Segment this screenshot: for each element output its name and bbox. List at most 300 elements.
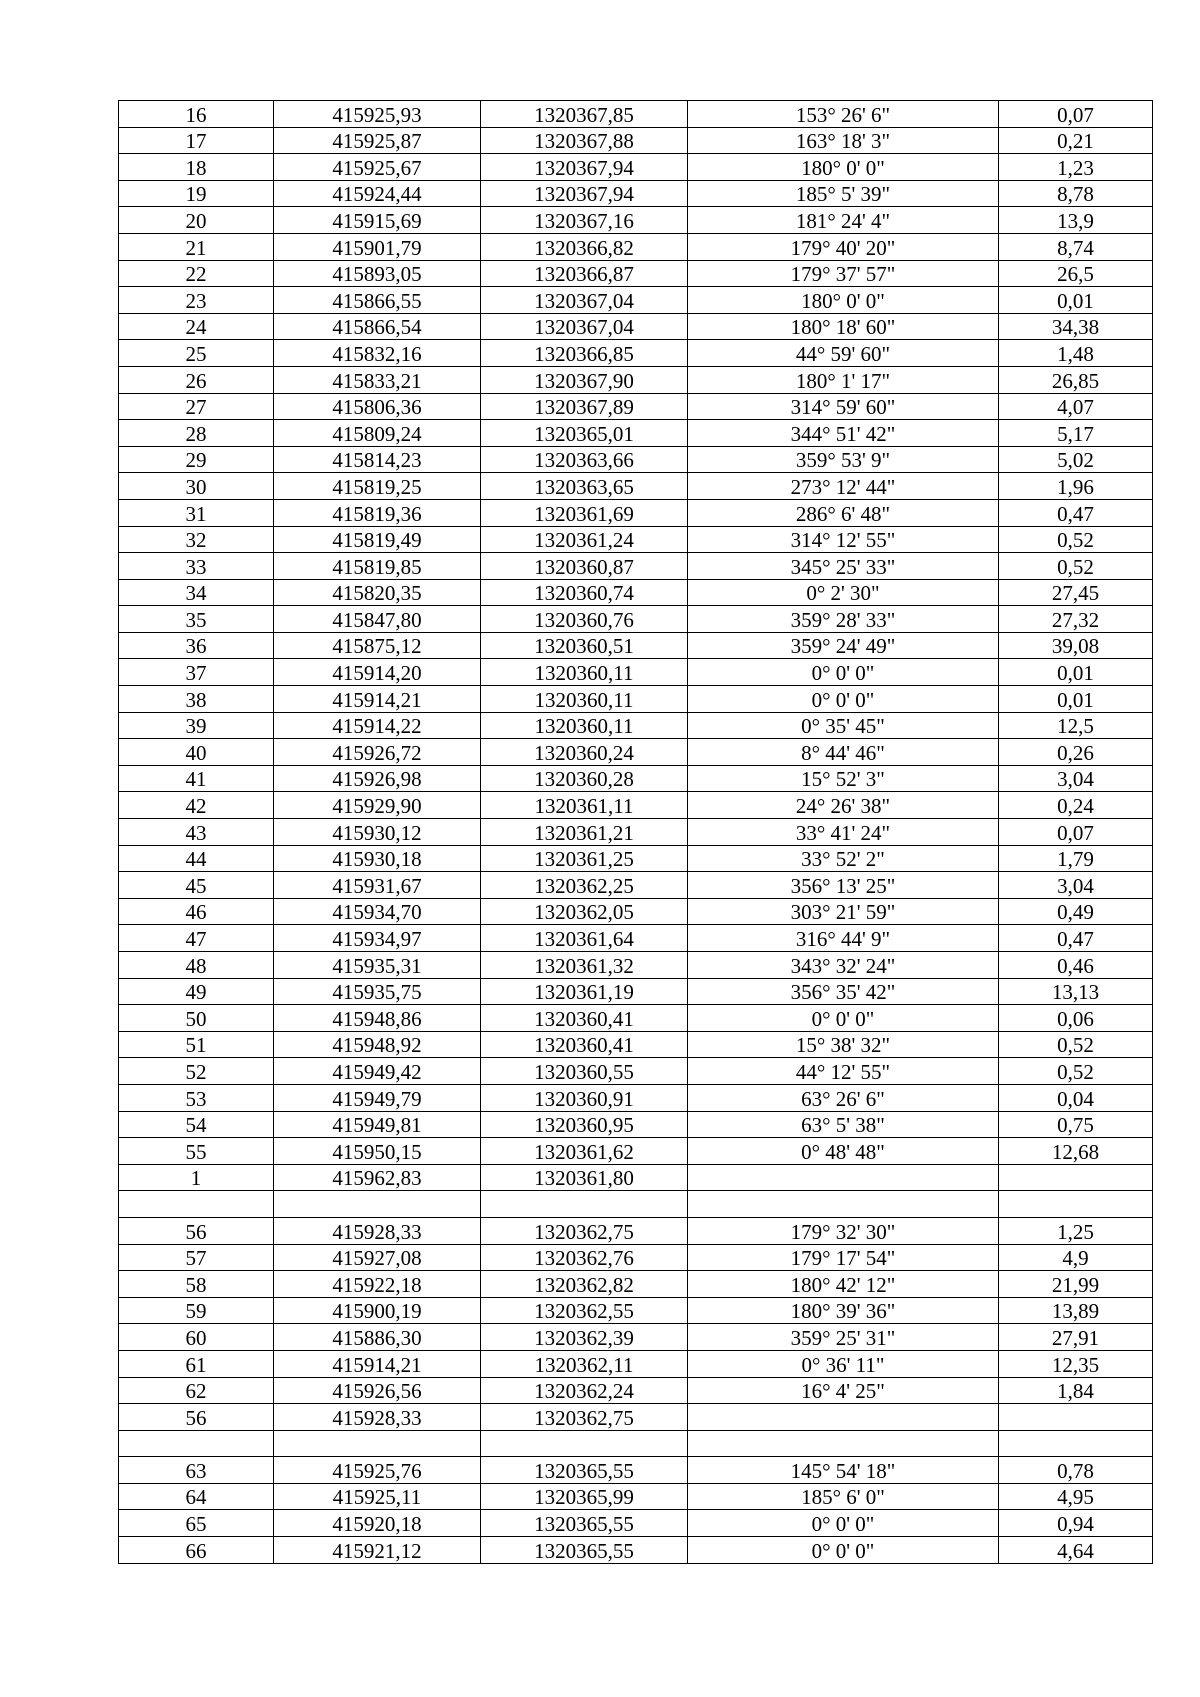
point-number-cell: 31	[119, 499, 274, 526]
distance-cell: 0,52	[999, 1058, 1153, 1085]
y-coordinate-cell: 1320365,55	[481, 1537, 688, 1564]
y-coordinate-cell: 1320367,94	[481, 180, 688, 207]
x-coordinate-cell: 415920,18	[274, 1510, 481, 1537]
table-row	[119, 819, 1153, 846]
y-coordinate-cell: 1320362,24	[481, 1377, 688, 1404]
direction-angle-cell: 359° 25' 31"	[688, 1324, 999, 1351]
x-coordinate-cell: 415819,85	[274, 553, 481, 580]
point-number-cell	[119, 1430, 274, 1457]
x-coordinate-cell: 415915,69	[274, 207, 481, 234]
distance-cell: 0,01	[999, 659, 1153, 686]
distance-cell: 0,94	[999, 1510, 1153, 1537]
x-coordinate-cell: 415962,83	[274, 1164, 481, 1191]
direction-angle-cell: 16° 4' 25"	[688, 1377, 999, 1404]
distance-cell: 4,64	[999, 1537, 1153, 1564]
x-coordinate-cell: 415914,22	[274, 712, 481, 739]
table-row	[119, 579, 1153, 606]
y-coordinate-cell: 1320360,11	[481, 686, 688, 713]
x-coordinate-cell: 415820,35	[274, 579, 481, 606]
y-coordinate-cell: 1320367,88	[481, 127, 688, 154]
y-coordinate-cell: 1320362,75	[481, 1217, 688, 1244]
distance-cell	[999, 1164, 1153, 1191]
x-coordinate-cell: 415924,44	[274, 180, 481, 207]
distance-cell: 0,04	[999, 1084, 1153, 1111]
point-number-cell: 1	[119, 1164, 274, 1191]
direction-angle-cell: 273° 12' 44"	[688, 473, 999, 500]
direction-angle-cell: 180° 0' 0"	[688, 154, 999, 181]
direction-angle-cell: 343° 32' 24"	[688, 952, 999, 979]
table-row	[119, 446, 1153, 473]
distance-cell: 34,38	[999, 313, 1153, 340]
y-coordinate-cell: 1320362,75	[481, 1404, 688, 1431]
point-number-cell: 49	[119, 978, 274, 1005]
x-coordinate-cell: 415931,67	[274, 872, 481, 899]
direction-angle-cell: 185° 5' 39"	[688, 180, 999, 207]
y-coordinate-cell: 1320367,16	[481, 207, 688, 234]
x-coordinate-cell: 415914,21	[274, 1350, 481, 1377]
direction-angle-cell: 303° 21' 59"	[688, 898, 999, 925]
table-row	[119, 313, 1153, 340]
y-coordinate-cell: 1320363,65	[481, 473, 688, 500]
distance-cell: 27,32	[999, 606, 1153, 633]
direction-angle-cell: 24° 26' 38"	[688, 792, 999, 819]
x-coordinate-cell: 415949,79	[274, 1084, 481, 1111]
distance-cell: 0,26	[999, 739, 1153, 766]
table-row	[119, 366, 1153, 393]
point-number-cell: 41	[119, 765, 274, 792]
x-coordinate-cell: 415928,33	[274, 1404, 481, 1431]
y-coordinate-cell: 1320366,85	[481, 340, 688, 367]
direction-angle-cell: 345° 25' 33"	[688, 553, 999, 580]
point-number-cell: 48	[119, 952, 274, 979]
y-coordinate-cell: 1320360,41	[481, 1031, 688, 1058]
distance-cell: 0,52	[999, 1031, 1153, 1058]
point-number-cell: 27	[119, 393, 274, 420]
table-row	[119, 925, 1153, 952]
table-row	[119, 101, 1153, 128]
table-row	[119, 606, 1153, 633]
point-number-cell: 33	[119, 553, 274, 580]
direction-angle-cell: 63° 26' 6"	[688, 1084, 999, 1111]
direction-angle-cell: 180° 18' 60"	[688, 313, 999, 340]
point-number-cell: 57	[119, 1244, 274, 1271]
point-number-cell	[119, 1191, 274, 1218]
distance-cell: 4,9	[999, 1244, 1153, 1271]
point-number-cell: 60	[119, 1324, 274, 1351]
direction-angle-cell: 359° 28' 33"	[688, 606, 999, 633]
point-number-cell: 34	[119, 579, 274, 606]
direction-angle-cell	[688, 1404, 999, 1431]
y-coordinate-cell: 1320362,76	[481, 1244, 688, 1271]
direction-angle-cell: 163° 18' 3"	[688, 127, 999, 154]
point-number-cell: 32	[119, 526, 274, 553]
point-number-cell: 38	[119, 686, 274, 713]
table-row	[119, 154, 1153, 181]
distance-cell: 1,25	[999, 1217, 1153, 1244]
y-coordinate-cell	[481, 1430, 688, 1457]
x-coordinate-cell: 415847,80	[274, 606, 481, 633]
distance-cell: 0,78	[999, 1457, 1153, 1484]
x-coordinate-cell: 415809,24	[274, 420, 481, 447]
distance-cell: 0,49	[999, 898, 1153, 925]
point-number-cell: 29	[119, 446, 274, 473]
distance-cell: 12,68	[999, 1138, 1153, 1165]
distance-cell: 5,02	[999, 446, 1153, 473]
direction-angle-cell: 0° 0' 0"	[688, 1005, 999, 1032]
y-coordinate-cell: 1320361,80	[481, 1164, 688, 1191]
direction-angle-cell: 316° 44' 9"	[688, 925, 999, 952]
distance-cell: 1,84	[999, 1377, 1153, 1404]
y-coordinate-cell: 1320361,32	[481, 952, 688, 979]
point-number-cell: 26	[119, 366, 274, 393]
y-coordinate-cell: 1320367,89	[481, 393, 688, 420]
table-row	[119, 1031, 1153, 1058]
y-coordinate-cell	[481, 1191, 688, 1218]
y-coordinate-cell: 1320360,11	[481, 712, 688, 739]
point-number-cell: 25	[119, 340, 274, 367]
table-row	[119, 978, 1153, 1005]
direction-angle-cell: 179° 17' 54"	[688, 1244, 999, 1271]
distance-cell: 1,79	[999, 845, 1153, 872]
table-row	[119, 393, 1153, 420]
x-coordinate-cell: 415901,79	[274, 233, 481, 260]
table-row	[119, 1457, 1153, 1484]
point-number-cell: 54	[119, 1111, 274, 1138]
point-number-cell: 43	[119, 819, 274, 846]
x-coordinate-cell	[274, 1430, 481, 1457]
direction-angle-cell: 153° 26' 6"	[688, 101, 999, 128]
table-row	[119, 1537, 1153, 1564]
x-coordinate-cell: 415935,75	[274, 978, 481, 1005]
x-coordinate-cell: 415929,90	[274, 792, 481, 819]
distance-cell: 12,35	[999, 1350, 1153, 1377]
y-coordinate-cell: 1320360,51	[481, 632, 688, 659]
y-coordinate-cell: 1320361,64	[481, 925, 688, 952]
distance-cell: 1,48	[999, 340, 1153, 367]
distance-cell: 0,24	[999, 792, 1153, 819]
point-number-cell: 59	[119, 1297, 274, 1324]
y-coordinate-cell: 1320361,19	[481, 978, 688, 1005]
point-number-cell: 39	[119, 712, 274, 739]
y-coordinate-cell: 1320360,55	[481, 1058, 688, 1085]
x-coordinate-cell: 415926,72	[274, 739, 481, 766]
point-number-cell: 53	[119, 1084, 274, 1111]
y-coordinate-cell: 1320365,55	[481, 1510, 688, 1537]
distance-cell: 27,45	[999, 579, 1153, 606]
table-row	[119, 420, 1153, 447]
distance-cell: 13,9	[999, 207, 1153, 234]
x-coordinate-cell: 415925,11	[274, 1483, 481, 1510]
direction-angle-cell: 180° 42' 12"	[688, 1271, 999, 1298]
direction-angle-cell: 180° 1' 17"	[688, 366, 999, 393]
distance-cell: 3,04	[999, 872, 1153, 899]
x-coordinate-cell: 415925,93	[274, 101, 481, 128]
y-coordinate-cell: 1320362,82	[481, 1271, 688, 1298]
distance-cell: 0,47	[999, 925, 1153, 952]
direction-angle-cell: 44° 12' 55"	[688, 1058, 999, 1085]
y-coordinate-cell: 1320360,91	[481, 1084, 688, 1111]
y-coordinate-cell: 1320367,85	[481, 101, 688, 128]
direction-angle-cell: 33° 41' 24"	[688, 819, 999, 846]
x-coordinate-cell: 415950,15	[274, 1138, 481, 1165]
y-coordinate-cell: 1320360,95	[481, 1111, 688, 1138]
point-number-cell: 61	[119, 1350, 274, 1377]
y-coordinate-cell: 1320360,76	[481, 606, 688, 633]
direction-angle-cell: 0° 0' 0"	[688, 686, 999, 713]
table-row	[119, 1111, 1153, 1138]
table-row	[119, 1244, 1153, 1271]
table-row	[119, 1058, 1153, 1085]
point-number-cell: 22	[119, 260, 274, 287]
distance-cell	[999, 1430, 1153, 1457]
point-number-cell: 23	[119, 287, 274, 314]
direction-angle-cell: 356° 35' 42"	[688, 978, 999, 1005]
x-coordinate-cell: 415934,97	[274, 925, 481, 952]
table-row	[119, 127, 1153, 154]
y-coordinate-cell: 1320366,82	[481, 233, 688, 260]
table-row	[119, 739, 1153, 766]
x-coordinate-cell: 415866,55	[274, 287, 481, 314]
distance-cell: 21,99	[999, 1271, 1153, 1298]
direction-angle-cell: 8° 44' 46"	[688, 739, 999, 766]
x-coordinate-cell: 415922,18	[274, 1271, 481, 1298]
x-coordinate-cell: 415948,92	[274, 1031, 481, 1058]
distance-cell: 0,46	[999, 952, 1153, 979]
distance-cell: 0,52	[999, 553, 1153, 580]
table-row	[119, 553, 1153, 580]
distance-cell: 13,89	[999, 1297, 1153, 1324]
direction-angle-cell: 44° 59' 60"	[688, 340, 999, 367]
point-number-cell: 51	[119, 1031, 274, 1058]
x-coordinate-cell: 415925,67	[274, 154, 481, 181]
table-row	[119, 499, 1153, 526]
y-coordinate-cell: 1320361,62	[481, 1138, 688, 1165]
x-coordinate-cell: 415934,70	[274, 898, 481, 925]
x-coordinate-cell: 415900,19	[274, 1297, 481, 1324]
x-coordinate-cell: 415914,20	[274, 659, 481, 686]
direction-angle-cell: 0° 48' 48"	[688, 1138, 999, 1165]
distance-cell: 0,75	[999, 1111, 1153, 1138]
table-row	[119, 287, 1153, 314]
table-row	[119, 1191, 1153, 1218]
point-number-cell: 18	[119, 154, 274, 181]
table-row	[119, 1164, 1153, 1191]
point-number-cell: 66	[119, 1537, 274, 1564]
y-coordinate-cell: 1320367,04	[481, 313, 688, 340]
coordinates-table-body	[119, 101, 1153, 1564]
distance-cell: 39,08	[999, 632, 1153, 659]
x-coordinate-cell	[274, 1191, 481, 1218]
table-row	[119, 898, 1153, 925]
x-coordinate-cell: 415928,33	[274, 1217, 481, 1244]
point-number-cell: 46	[119, 898, 274, 925]
x-coordinate-cell: 415949,81	[274, 1111, 481, 1138]
point-number-cell: 52	[119, 1058, 274, 1085]
point-number-cell: 36	[119, 632, 274, 659]
direction-angle-cell: 179° 32' 30"	[688, 1217, 999, 1244]
table-row	[119, 180, 1153, 207]
direction-angle-cell: 185° 6' 0"	[688, 1483, 999, 1510]
point-number-cell: 55	[119, 1138, 274, 1165]
table-row	[119, 1138, 1153, 1165]
x-coordinate-cell: 415927,08	[274, 1244, 481, 1271]
y-coordinate-cell: 1320367,90	[481, 366, 688, 393]
x-coordinate-cell: 415935,31	[274, 952, 481, 979]
point-number-cell: 45	[119, 872, 274, 899]
table-row	[119, 952, 1153, 979]
distance-cell: 0,47	[999, 499, 1153, 526]
y-coordinate-cell: 1320361,21	[481, 819, 688, 846]
table-row	[119, 765, 1153, 792]
direction-angle-cell	[688, 1430, 999, 1457]
direction-angle-cell: 359° 24' 49"	[688, 632, 999, 659]
table-row	[119, 1404, 1153, 1431]
x-coordinate-cell: 415948,86	[274, 1005, 481, 1032]
y-coordinate-cell: 1320367,94	[481, 154, 688, 181]
table-row	[119, 526, 1153, 553]
direction-angle-cell: 0° 0' 0"	[688, 1510, 999, 1537]
point-number-cell: 63	[119, 1457, 274, 1484]
y-coordinate-cell: 1320362,25	[481, 872, 688, 899]
direction-angle-cell: 15° 52' 3"	[688, 765, 999, 792]
distance-cell	[999, 1191, 1153, 1218]
point-number-cell: 56	[119, 1217, 274, 1244]
distance-cell: 0,07	[999, 101, 1153, 128]
table-row	[119, 1510, 1153, 1537]
direction-angle-cell: 63° 5' 38"	[688, 1111, 999, 1138]
direction-angle-cell: 314° 12' 55"	[688, 526, 999, 553]
table-row	[119, 632, 1153, 659]
x-coordinate-cell: 415914,21	[274, 686, 481, 713]
table-row	[119, 233, 1153, 260]
point-number-cell: 58	[119, 1271, 274, 1298]
distance-cell: 0,06	[999, 1005, 1153, 1032]
x-coordinate-cell: 415866,54	[274, 313, 481, 340]
point-number-cell: 35	[119, 606, 274, 633]
point-number-cell: 47	[119, 925, 274, 952]
y-coordinate-cell: 1320362,11	[481, 1350, 688, 1377]
y-coordinate-cell: 1320360,87	[481, 553, 688, 580]
y-coordinate-cell: 1320365,99	[481, 1483, 688, 1510]
y-coordinate-cell: 1320360,24	[481, 739, 688, 766]
direction-angle-cell: 314° 59' 60"	[688, 393, 999, 420]
y-coordinate-cell: 1320361,25	[481, 845, 688, 872]
table-row	[119, 659, 1153, 686]
coordinates-table	[118, 100, 1153, 1564]
direction-angle-cell: 0° 2' 30"	[688, 579, 999, 606]
y-coordinate-cell: 1320366,87	[481, 260, 688, 287]
x-coordinate-cell: 415926,98	[274, 765, 481, 792]
direction-angle-cell: 33° 52' 2"	[688, 845, 999, 872]
distance-cell: 1,23	[999, 154, 1153, 181]
table-row	[119, 712, 1153, 739]
y-coordinate-cell: 1320362,05	[481, 898, 688, 925]
direction-angle-cell	[688, 1164, 999, 1191]
point-number-cell: 65	[119, 1510, 274, 1537]
table-row	[119, 1084, 1153, 1111]
point-number-cell: 42	[119, 792, 274, 819]
distance-cell: 26,5	[999, 260, 1153, 287]
y-coordinate-cell: 1320367,04	[481, 287, 688, 314]
y-coordinate-cell: 1320365,01	[481, 420, 688, 447]
y-coordinate-cell: 1320360,41	[481, 1005, 688, 1032]
point-number-cell: 30	[119, 473, 274, 500]
x-coordinate-cell: 415949,42	[274, 1058, 481, 1085]
distance-cell: 5,17	[999, 420, 1153, 447]
direction-angle-cell: 179° 40' 20"	[688, 233, 999, 260]
distance-cell: 0,01	[999, 686, 1153, 713]
x-coordinate-cell: 415921,12	[274, 1537, 481, 1564]
direction-angle-cell: 0° 0' 0"	[688, 659, 999, 686]
y-coordinate-cell: 1320365,55	[481, 1457, 688, 1484]
point-number-cell: 37	[119, 659, 274, 686]
direction-angle-cell: 356° 13' 25"	[688, 872, 999, 899]
distance-cell: 8,74	[999, 233, 1153, 260]
x-coordinate-cell: 415819,49	[274, 526, 481, 553]
x-coordinate-cell: 415819,36	[274, 499, 481, 526]
x-coordinate-cell: 415806,36	[274, 393, 481, 420]
direction-angle-cell: 180° 0' 0"	[688, 287, 999, 314]
distance-cell: 3,04	[999, 765, 1153, 792]
direction-angle-cell: 180° 39' 36"	[688, 1297, 999, 1324]
distance-cell: 1,96	[999, 473, 1153, 500]
distance-cell: 0,01	[999, 287, 1153, 314]
y-coordinate-cell: 1320361,69	[481, 499, 688, 526]
distance-cell: 27,91	[999, 1324, 1153, 1351]
distance-cell: 4,95	[999, 1483, 1153, 1510]
point-number-cell: 16	[119, 101, 274, 128]
table-row	[119, 1430, 1153, 1457]
table-row	[119, 1324, 1153, 1351]
y-coordinate-cell: 1320360,74	[481, 579, 688, 606]
point-number-cell: 28	[119, 420, 274, 447]
point-number-cell: 64	[119, 1483, 274, 1510]
point-number-cell: 50	[119, 1005, 274, 1032]
table-row	[119, 1271, 1153, 1298]
y-coordinate-cell: 1320363,66	[481, 446, 688, 473]
x-coordinate-cell: 415893,05	[274, 260, 481, 287]
table-row	[119, 340, 1153, 367]
direction-angle-cell: 286° 6' 48"	[688, 499, 999, 526]
table-row	[119, 260, 1153, 287]
direction-angle-cell: 145° 54' 18"	[688, 1457, 999, 1484]
table-row	[119, 207, 1153, 234]
distance-cell: 0,21	[999, 127, 1153, 154]
point-number-cell: 20	[119, 207, 274, 234]
direction-angle-cell: 179° 37' 57"	[688, 260, 999, 287]
y-coordinate-cell: 1320361,11	[481, 792, 688, 819]
x-coordinate-cell: 415925,87	[274, 127, 481, 154]
x-coordinate-cell: 415925,76	[274, 1457, 481, 1484]
x-coordinate-cell: 415926,56	[274, 1377, 481, 1404]
distance-cell	[999, 1404, 1153, 1431]
table-row	[119, 473, 1153, 500]
x-coordinate-cell: 415819,25	[274, 473, 481, 500]
table-row	[119, 1297, 1153, 1324]
distance-cell: 12,5	[999, 712, 1153, 739]
table-row	[119, 1005, 1153, 1032]
point-number-cell: 19	[119, 180, 274, 207]
point-number-cell: 40	[119, 739, 274, 766]
y-coordinate-cell: 1320360,11	[481, 659, 688, 686]
direction-angle-cell: 181° 24' 4"	[688, 207, 999, 234]
point-number-cell: 17	[119, 127, 274, 154]
direction-angle-cell: 344° 51' 42"	[688, 420, 999, 447]
x-coordinate-cell: 415814,23	[274, 446, 481, 473]
direction-angle-cell: 0° 0' 0"	[688, 1537, 999, 1564]
y-coordinate-cell: 1320362,39	[481, 1324, 688, 1351]
x-coordinate-cell: 415875,12	[274, 632, 481, 659]
